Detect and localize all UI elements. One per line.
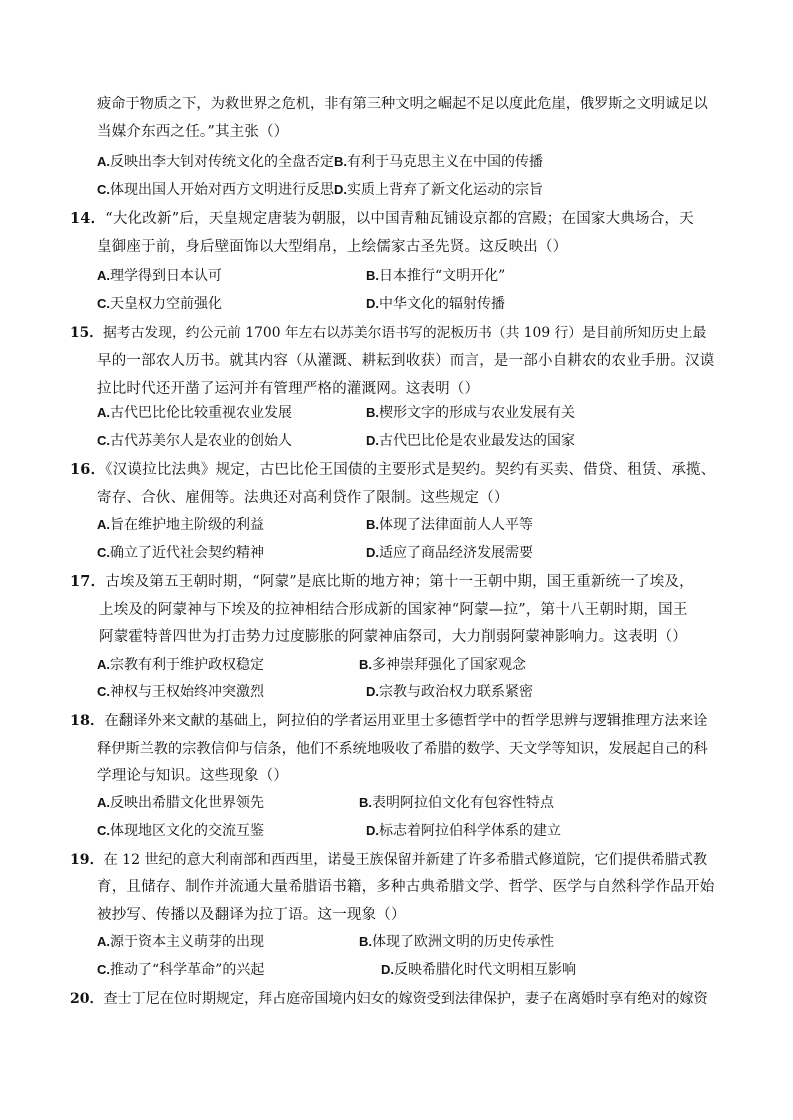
question-14-line-1 [70, 209, 694, 229]
option-letter: C. [97, 545, 110, 560]
question-18-option-a [97, 793, 264, 813]
option-text: 适应了商品经济发展需要 [379, 545, 533, 561]
option-letter: D. [366, 823, 379, 838]
option-letter: B. [359, 795, 372, 810]
option-letter: A. [97, 795, 110, 810]
option-text: 神权与王权始终冲突激烈 [110, 684, 264, 700]
option-text: 实质上背弃了新文化运动的宗旨 [347, 182, 543, 198]
question-15-option-c [97, 431, 292, 451]
option-text: 理学得到日本认可 [110, 268, 222, 284]
question-number: 15． [70, 325, 103, 341]
question-17-option-d [366, 682, 533, 702]
option-letter: C. [97, 684, 110, 699]
question-17-option-a [97, 655, 264, 675]
option-text: 古代巴比伦比较重视农业发展 [110, 405, 292, 421]
question-text: “大化改新”后，天皇规定唐装为朝服，以中国青釉瓦铺设京都的宫殿；在国家大典场合，天 [105, 211, 694, 227]
question-14-option-c [97, 294, 222, 314]
option-text: 古代苏美尔人是农业的创始人 [110, 433, 292, 449]
option-text: 反映出希腊文化世界领先 [110, 795, 264, 811]
question-text: 在翻译外来文献的基础上，阿拉伯的学者运用亚里士多德哲学中的哲学思辨与逻辑推理方法来诠 [104, 713, 708, 729]
question-15-line-3: 拉比时代还开凿了运河并有管理严格的灌溉网。这表明（） [97, 381, 480, 397]
option-letter: B. [334, 154, 347, 169]
question-17-line-3: 阿蒙霍特普四世为打击势力过度膨胀的阿蒙神庙祭司，大力削弱阿蒙神影响力。这表明（） [99, 629, 687, 645]
option-text: 宗教有利于维护政权稳定 [110, 657, 264, 673]
option-text: 标志着阿拉伯科学体系的建立 [379, 823, 561, 839]
question-15-line-1 [70, 323, 706, 343]
option-letter: B. [366, 517, 379, 532]
option-text: 体现了欧洲文明的历史传承性 [372, 934, 554, 950]
question-15-option-b [366, 403, 575, 423]
question-19-line-1 [70, 850, 707, 870]
option-text: 多神崇拜强化了国家观念 [372, 657, 526, 673]
option-text: 体现地区文化的交流互鉴 [110, 823, 264, 839]
question-16-line-1 [70, 460, 715, 480]
option-letter: C. [97, 962, 110, 977]
question-text: 《汉谟拉比法典》规定，古巴比伦王国债的主要形式是契约。契约有买卖、借贷、租赁、承揽、 [105, 462, 716, 478]
option-letter: A. [97, 517, 110, 532]
option-letter: D. [366, 545, 379, 560]
question-19-option-d [381, 960, 576, 980]
question-text: 古埃及第五王朝时期，“阿蒙”是底比斯的地方神；第十一王朝中期，国王重新统一了埃及， [105, 574, 694, 590]
question-16-option-d [366, 543, 533, 563]
option-text: 中华文化的辐射传播 [379, 296, 505, 312]
option-text: 确立了近代社会契约精神 [110, 545, 264, 561]
intro-line-2: 当媒介东西之任。”其主张（） [97, 124, 289, 140]
question-18-option-c [97, 821, 264, 841]
question-16-option-c [97, 543, 264, 563]
option-letter: C. [97, 296, 110, 311]
intro-line-1: 疲命于物质之下，为救世界之危机，非有第三种文明之崛起不足以度此危崖，俄罗斯之文明诚足以 [97, 96, 708, 112]
question-14-option-b [366, 266, 505, 286]
question-19-option-a [97, 932, 264, 952]
question-17-option-b [359, 655, 526, 675]
option-text: 有利于马克思主义在中国的传播 [347, 154, 543, 170]
question-19-line-3: 被抄写、传播以及翻译为拉丁语。这一现象（） [97, 907, 406, 923]
question-14-line-2: 皇御座于前，身后壁面饰以大型绢帛，上绘儒家古圣先贤。这反映出（） [97, 239, 568, 255]
option-text: 体现了法律面前人人平等 [379, 517, 533, 533]
question-16-option-a [97, 515, 264, 535]
question-17-line-2: 上埃及的阿蒙神与下埃及的拉神相结合形成新的国家神“阿蒙—拉”，第十八王朝时期，国王 [99, 602, 688, 618]
option-text: 表明阿拉伯文化有包容性特点 [372, 795, 554, 811]
intro-option-c [97, 180, 543, 200]
option-letter: B. [366, 405, 379, 420]
option-text: 天皇权力空前强化 [110, 296, 222, 312]
question-14-option-d [366, 294, 505, 314]
option-text: 日本推行“文明开化” [379, 268, 506, 284]
option-letter: A. [97, 268, 110, 283]
option-text: 楔形文字的形成与农业发展有关 [379, 405, 575, 421]
question-18-option-d [366, 821, 561, 841]
option-letter: D. [366, 433, 379, 448]
question-18-line-2: 释伊斯兰教的宗教信仰与信条，他们不系统地吸收了希腊的数学、天文学等知识，发展起自己的科 [97, 741, 708, 757]
option-text: 源于资本主义萌芽的出现 [110, 934, 264, 950]
option-letter: B. [366, 268, 379, 283]
question-number: 17． [70, 573, 106, 590]
question-17-line-1 [70, 572, 694, 592]
question-18-line-1 [70, 711, 707, 731]
option-letter: C. [97, 182, 110, 197]
option-text: 反映出李大钊对传统文化的全盘否定 [110, 154, 334, 170]
option-letter: B. [359, 934, 372, 949]
question-15-line-2: 早的一部农人历书。就其内容（从灌溉、耕耘到收获）而言，是一部小自耕农的农业手册。汉谟 [97, 353, 715, 369]
question-number: 20． [70, 991, 104, 1007]
option-text: 反映希腊化时代文明相互影响 [394, 962, 576, 978]
question-19-option-b [359, 932, 554, 952]
question-number: 18． [70, 713, 105, 729]
option-text: 体现出国人开始对西方文明进行反思 [110, 182, 334, 198]
option-letter: D. [334, 182, 347, 197]
question-20-line-1 [70, 989, 708, 1009]
option-text: 推动了“科学革命”的兴起 [110, 962, 265, 978]
option-letter: C. [97, 433, 110, 448]
question-15-option-a [97, 403, 292, 423]
option-text: 古代巴比伦是农业最发达的国家 [379, 433, 575, 449]
question-text: 在 12 世纪的意大利南部和西西里，诺曼王族保留并新建了许多希腊式修道院，它们提供希腊式教 [103, 852, 708, 868]
question-text: 据考古发现，约公元前 1700 年左右以苏美尔语书写的泥板历书（共 109 行）是目前所知历史上最 [103, 325, 707, 341]
question-15-option-d [366, 431, 575, 451]
question-number: 14． [70, 210, 106, 227]
option-letter: A. [97, 934, 110, 949]
question-text: 查士丁尼在位时期规定，拜占庭帝国境内妇女的嫁资受到法律保护，妻子在离婚时享有绝对的嫁资 [103, 991, 708, 1007]
option-letter: D. [381, 962, 394, 977]
option-letter: D. [366, 684, 379, 699]
question-17-option-c [97, 682, 264, 702]
intro-option-a [97, 152, 543, 172]
option-letter: D. [366, 296, 379, 311]
option-text: 旨在维护地主阶级的利益 [110, 517, 264, 533]
question-18-line-3: 学理论与知识。这些现象（） [97, 768, 289, 784]
question-number: 16． [70, 461, 106, 478]
question-number: 19． [70, 852, 104, 868]
option-letter: C. [97, 823, 110, 838]
question-19-line-2: 育，且储存、制作并流通大量希腊语书籍，多种古典希腊文学、哲学、医学与自然科学作品开始 [97, 879, 715, 895]
question-16-option-b [366, 515, 533, 535]
option-text: 宗教与政治权力联系紧密 [379, 684, 533, 700]
question-14-option-a [97, 266, 222, 286]
option-letter: A. [97, 154, 110, 169]
question-19-option-c [97, 960, 264, 980]
option-letter: B. [359, 657, 372, 672]
question-16-line-2: 寄存、合伙、雇佣等。法典还对高利贷作了限制。这些规定（） [97, 490, 509, 506]
option-letter: A. [97, 405, 110, 420]
option-letter: A. [97, 657, 110, 672]
question-18-option-b [359, 793, 554, 813]
